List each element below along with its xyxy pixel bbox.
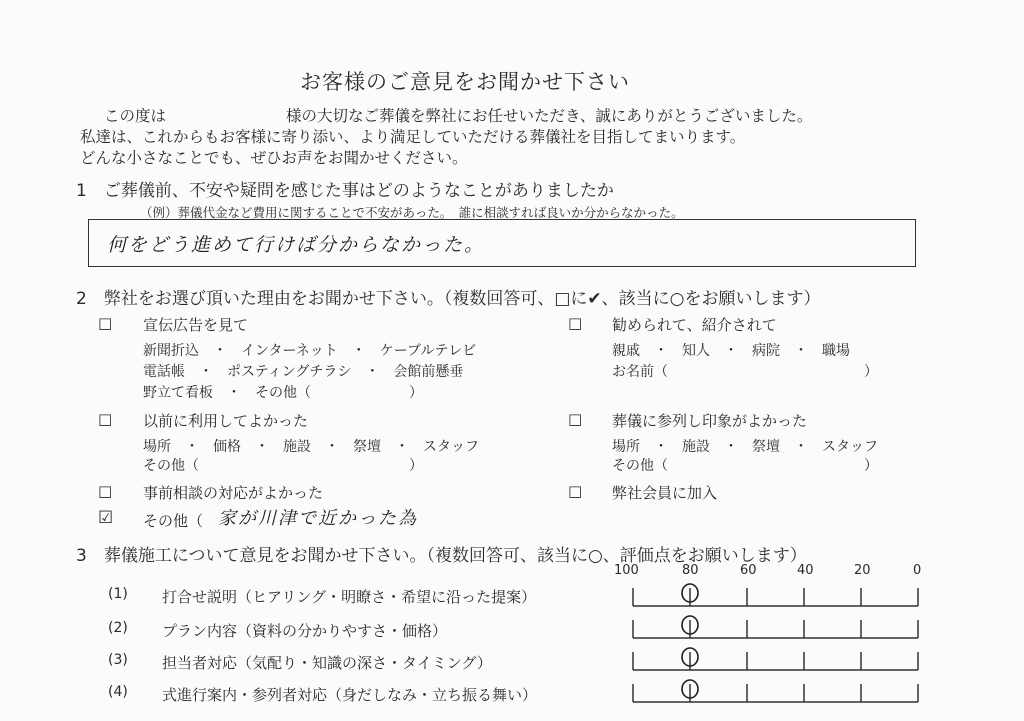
- scale-40: 40: [797, 563, 814, 578]
- option-ad-sub3: 野立て看板 ・ その他（ ）: [143, 385, 423, 401]
- checkbox-consultation[interactable]: □: [98, 482, 113, 500]
- intro-line3: どんな小さなことでも、ぜひお声をお聞かせください。: [80, 149, 468, 167]
- option-attended-sub2: その他（ ）: [612, 458, 878, 474]
- question-1-example: （例）葬儀代金など費用に関することで不安があった。 誰に相談すれば良いか分からなかった。: [140, 205, 684, 220]
- option-ad-label: 宣伝広告を見て: [143, 316, 249, 334]
- question-1-answer-handwritten: 何をどう進めて行けば分からなかった。: [107, 234, 486, 256]
- row-4-label: 式進行案内・参列者対応（身だしなみ・立ち振る舞い）: [162, 686, 538, 704]
- page-title: お客様のご意見をお聞かせ下さい: [300, 70, 630, 94]
- option-attended-sub1: 場所 ・ 施設 ・ 祭壇 ・ スタッフ: [612, 439, 878, 455]
- option-ad-sub2: 電話帳 ・ ポスティングチラシ ・ 会館前懸垂: [143, 364, 464, 380]
- option-referral-sub1: 親戚 ・ 知人 ・ 病院 ・ 職場: [612, 343, 850, 359]
- option-ad-sub1: 新聞折込 ・ インターネット ・ ケーブルテレビ: [143, 343, 477, 359]
- row-4-number: (4): [108, 684, 128, 700]
- checkbox-referral[interactable]: □: [568, 314, 583, 332]
- score-mark-row-3: [682, 648, 698, 666]
- row-2-number: (2): [108, 620, 128, 636]
- option-used-before-label: 以前に利用してよかった: [143, 412, 309, 430]
- checkbox-used-before[interactable]: □: [98, 410, 113, 428]
- option-attended-label: 葬儀に参列し印象がよかった: [612, 412, 808, 430]
- score-mark-row-1: [682, 584, 698, 602]
- scale-80: 80: [682, 563, 699, 578]
- scale-0: 0: [913, 563, 922, 578]
- question-2-heading: 2 弊社をお選び頂いた理由をお聞かせ下さい。（複数回答可、□に✔、該当に○をお願いします）: [76, 289, 821, 309]
- question-1-answer-box[interactable]: [88, 219, 916, 267]
- intro-line1: 様の大切なご葬儀を弊社にお任せいただき、誠にありがとうございました。: [286, 107, 813, 125]
- row-3-number: (3): [108, 652, 128, 668]
- option-used-before-sub2: その他（ ）: [143, 458, 423, 474]
- row-1-number: (1): [108, 586, 128, 602]
- scale-100: 100: [614, 563, 639, 578]
- option-other-label: その他（: [143, 512, 204, 530]
- option-referral-label: 勧められて、紹介されて: [612, 316, 777, 334]
- intro-line2: 私達は、これからもお客様に寄り添い、より満足していただける葬儀社を目指してまいります。: [80, 128, 746, 146]
- score-mark-row-4: [682, 680, 698, 698]
- scale-20: 20: [854, 563, 871, 578]
- row-1-label: 打合せ説明（ヒアリング・明瞭さ・希望に沿った提案）: [162, 588, 537, 606]
- question-1-heading: 1 ご葬儀前、不安や疑問を感じた事はどのようなことがありましたか: [76, 181, 614, 201]
- option-other-handwritten: 家が川津で近かった為: [218, 508, 418, 529]
- option-member-label: 弊社会員に加入: [612, 484, 718, 502]
- scale-60: 60: [740, 563, 757, 578]
- option-consultation-label: 事前相談の対応がよかった: [143, 484, 324, 502]
- intro-line1-prefix: この度は: [104, 107, 167, 125]
- score-mark-row-2: [682, 616, 698, 634]
- option-used-before-sub1: 場所 ・ 価格 ・ 施設 ・ 祭壇 ・ スタッフ: [143, 439, 479, 455]
- row-2-label: プラン内容（資料の分かりやすさ・価格）: [162, 622, 448, 640]
- row-3-label: 担当者対応（気配り・知識の深さ・タイミング）: [162, 654, 492, 672]
- checkbox-member[interactable]: □: [568, 482, 583, 500]
- question-3-heading: 3 葬儀施工について意見をお聞かせ下さい。（複数回答可、該当に○、評価点をお願いします）: [76, 546, 807, 566]
- checkbox-other-checked[interactable]: ☑: [98, 508, 114, 528]
- option-referral-sub2: お名前（ ）: [612, 364, 878, 380]
- checkbox-attended[interactable]: □: [568, 410, 583, 428]
- checkbox-ad[interactable]: □: [98, 314, 113, 332]
